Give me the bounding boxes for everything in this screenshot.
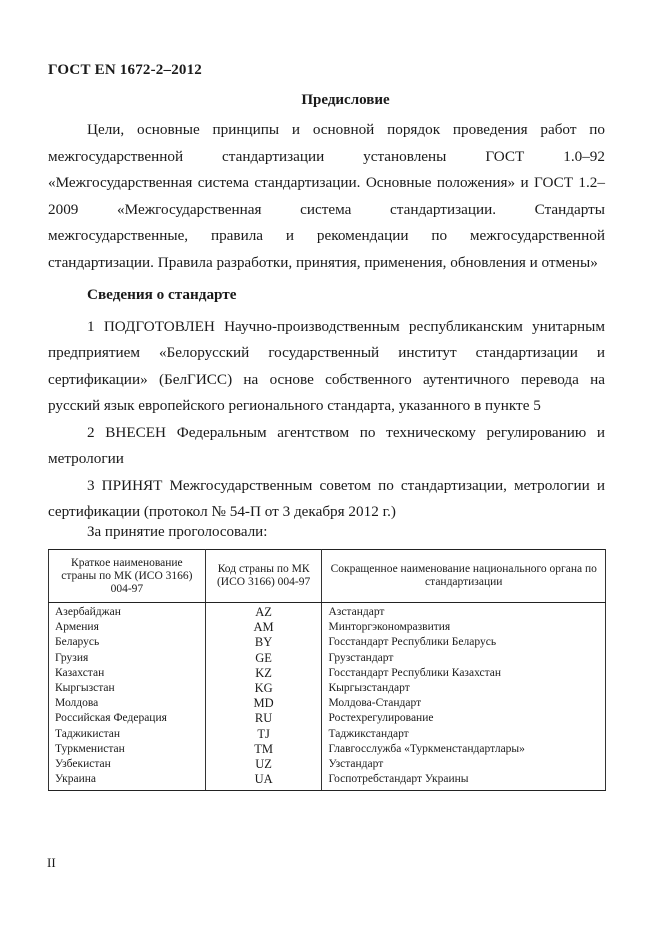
country-cell: Таджикистан [49, 727, 206, 742]
item-prepared: 1 ПОДГОТОВЛЕН Научно-производственным республиканским унитарным предприятием «Белорусский государственный институт стандартизации и сертификации» (БелГИСС) на основе собственного аутентичного перевода на русский язык европейского регионального стандарта, указанного в пункте 5 [48, 317, 605, 414]
code-cell: TJ [205, 727, 322, 742]
body-cell: Кыргызстандарт [322, 681, 606, 696]
page-number: II [47, 855, 56, 870]
table-row [49, 651, 606, 666]
table-row [49, 711, 606, 726]
body-cell: Азстандарт [322, 603, 606, 621]
country-cell: Азербайджан [49, 603, 206, 621]
code-cell: AM [205, 620, 322, 635]
country-cell: Молдова [49, 696, 206, 711]
code-cell: UA [205, 772, 322, 791]
column-header-country: Краткое наименование страны по МК (ИСО 3166) 004-97 [49, 550, 206, 603]
code-cell: MD [205, 696, 322, 711]
country-cell: Беларусь [49, 635, 206, 650]
table-row [49, 772, 606, 791]
country-cell: Узбекистан [49, 757, 206, 772]
body-cell: Таджикстандарт [322, 727, 606, 742]
table-row [49, 696, 606, 711]
code-cell: GE [205, 651, 322, 666]
table-row [49, 742, 606, 757]
body-cell: Главгосслужба «Туркменстандартлары» [322, 742, 606, 757]
table-row [49, 635, 606, 650]
column-header-body: Сокращенное наименование национального органа по стандартизации [322, 550, 606, 603]
body-cell: Минторгэкономразвития [322, 620, 606, 635]
table-header-row [49, 550, 606, 603]
code-cell: BY [205, 635, 322, 650]
country-cell: Армения [49, 620, 206, 635]
body-cell: Госстандарт Республики Казахстан [322, 666, 606, 681]
table-row [49, 620, 606, 635]
country-cell: Украина [49, 772, 206, 791]
standard-info-section [48, 282, 605, 526]
table-row [49, 666, 606, 681]
code-cell: RU [205, 711, 322, 726]
code-cell: AZ [205, 603, 322, 621]
body-cell: Узстандарт [322, 757, 606, 772]
body-cell: Госстандарт Республики Беларусь [322, 635, 606, 650]
code-cell: TM [205, 742, 322, 757]
code-cell: UZ [205, 757, 322, 772]
table-row [49, 727, 606, 742]
code-cell: KG [205, 681, 322, 696]
body-cell: Грузстандарт [322, 651, 606, 666]
body-cell: Госпотребстандарт Украины [322, 772, 606, 791]
country-cell: Российская Федерация [49, 711, 206, 726]
body-cell: Ростехрегулирование [322, 711, 606, 726]
table-row [49, 603, 606, 621]
country-cell: Казахстан [49, 666, 206, 681]
member-states-table [48, 549, 606, 791]
country-cell: Туркменистан [49, 742, 206, 757]
country-cell: Грузия [49, 651, 206, 666]
preface-body [48, 117, 605, 276]
voted-label: За принятие проголосовали: [87, 524, 268, 540]
body-cell: Молдова-Стандарт [322, 696, 606, 711]
item-introduced: 2 ВНЕСЕН Федеральным агентством по техническому регулированию и метрологии [48, 423, 605, 467]
column-header-code: Код страны по МК (ИСО 3166) 004-97 [205, 550, 322, 603]
standard-info-subtitle: Сведения о стандарте [87, 286, 237, 303]
item-adopted: 3 ПРИНЯТ Межгосударственным советом по стандартизации, метрологии и сертификации (протокол № 54-П от 3 декабря 2012 г.) [48, 476, 605, 520]
document-code: ГОСТ EN 1672-2–2012 [48, 62, 202, 78]
code-cell: KZ [205, 666, 322, 681]
country-cell: Кыргызстан [49, 681, 206, 696]
preface-title: Предисловие [301, 92, 390, 108]
preface-paragraph: Цели, основные принципы и основной порядок проведения работ по межгосударственной стандартизации установлены ГОСТ 1.0–92 «Межгосударственная система стандартизации. Основные положения» и ГОСТ 1.2–2009 «Межгосударственная система стандартизации. Стандарты межгосударственные, правила и рекомендации по межгосударственной стандартизации. Правила разработки, принятия, применения, обновления и отмены» [48, 121, 605, 271]
table-row [49, 681, 606, 696]
table-row [49, 757, 606, 772]
